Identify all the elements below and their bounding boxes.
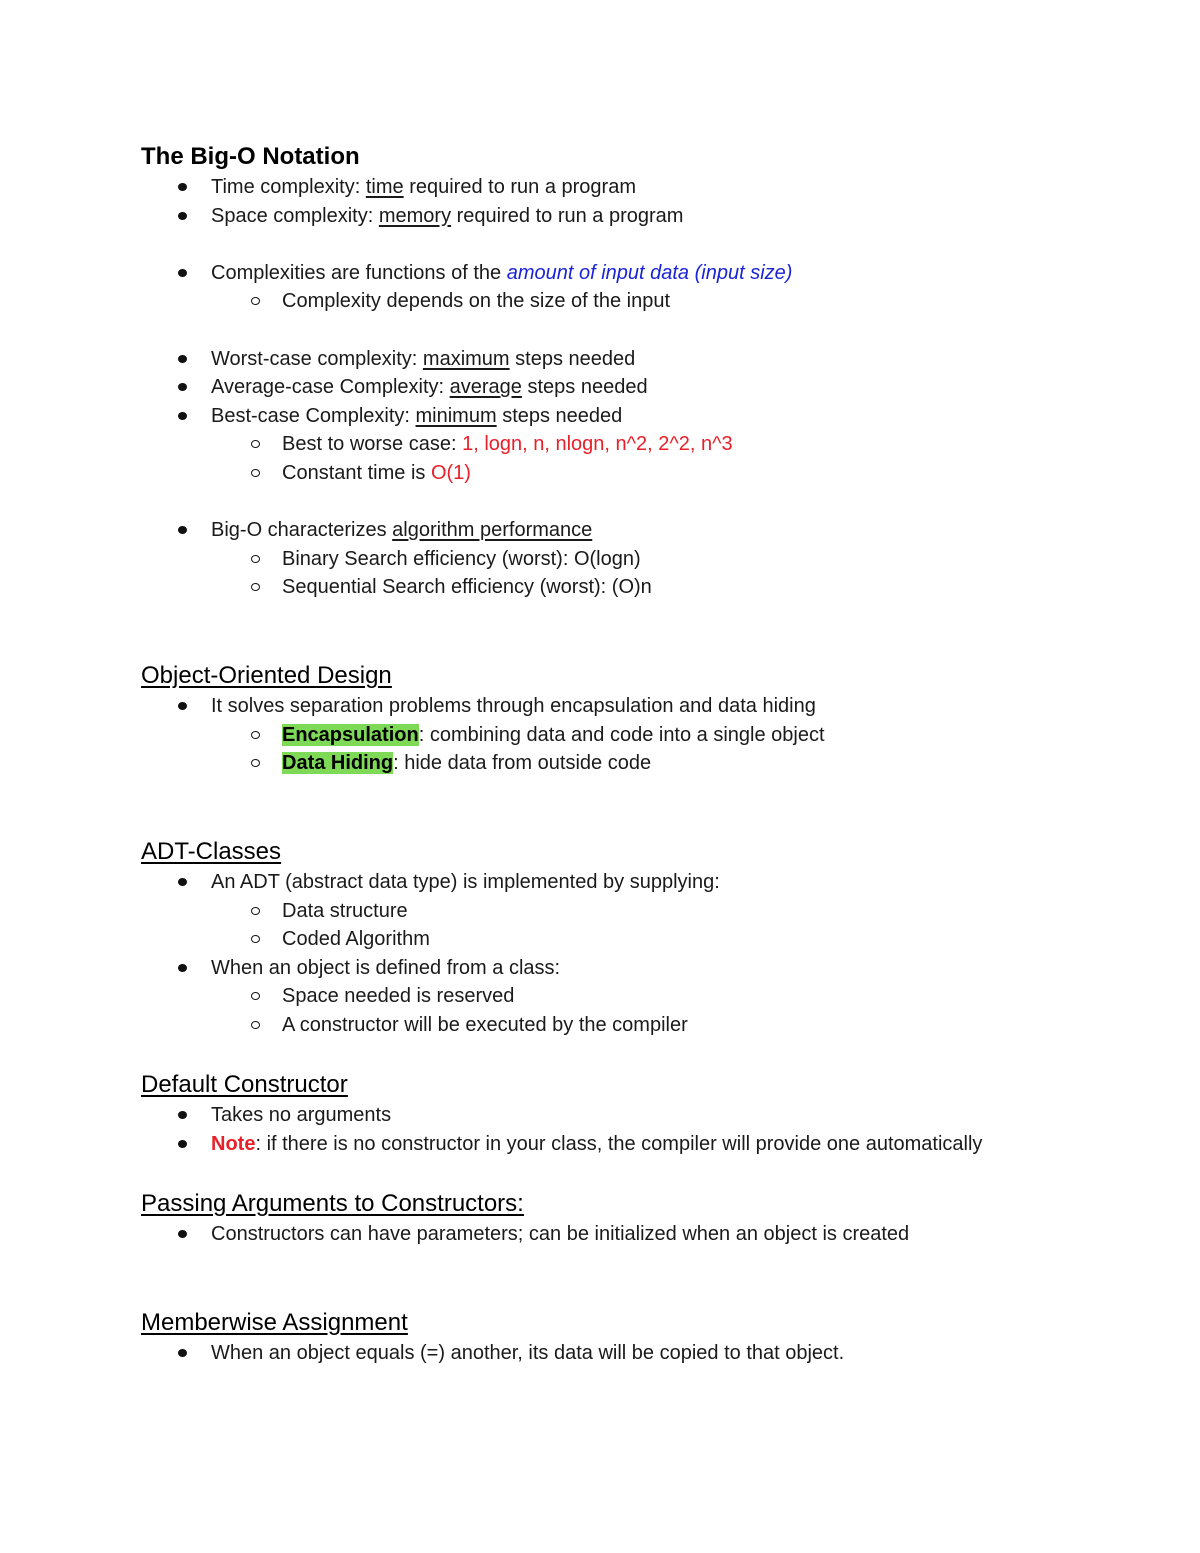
list-item: A constructor will be executed by the compiler [141, 1011, 1141, 1040]
list-item: Time complexity: time required to run a program [141, 173, 1141, 202]
list-item: Encapsulation: combining data and code into a single object [141, 721, 1141, 750]
section-adt-classes [141, 835, 1141, 1040]
circle-bullet-icon [251, 440, 260, 448]
passing-arguments-heading: Passing Arguments to Constructors: [141, 1190, 524, 1217]
list-item: Space needed is reserved [141, 982, 1141, 1011]
section-default-constructor [141, 1068, 1141, 1158]
bullet-icon [178, 878, 187, 886]
default-constructor-heading: Default Constructor [141, 1071, 348, 1098]
list-item: Coded Algorithm [141, 925, 1141, 954]
list-item: When an object is defined from a class: [141, 954, 1141, 983]
section-object-oriented-design [141, 659, 1141, 778]
bullet-icon [178, 1230, 187, 1238]
list-item: Space complexity: memory required to run a program [141, 202, 1141, 231]
list-item: Constant time is O(1) [141, 459, 1141, 488]
bullet-icon [178, 1140, 187, 1148]
bullet-icon [178, 412, 187, 420]
list-item: Big-O characterizes algorithm performance [141, 516, 1141, 545]
list-item: Binary Search efficiency (worst): O(logn) [141, 545, 1141, 574]
circle-bullet-icon [251, 759, 260, 767]
bullet-icon [178, 383, 187, 391]
circle-bullet-icon [251, 583, 260, 591]
list-item: Worst-case complexity: maximum steps needed [141, 345, 1141, 374]
circle-bullet-icon [251, 1021, 260, 1029]
adt-heading: ADT-Classes [141, 838, 282, 865]
list-item: It solves separation problems through encapsulation and data hiding [141, 692, 1141, 721]
circle-bullet-icon [251, 992, 260, 1000]
list-item: Average-case Complexity: average steps needed [141, 373, 1141, 402]
circle-bullet-icon [251, 731, 260, 739]
list-item: Data Hiding: hide data from outside code [141, 749, 1141, 778]
list-item: Best to worse case: 1, logn, n, nlogn, n^2, 2^2, n^3 [141, 430, 1141, 459]
bullet-icon [178, 526, 187, 534]
section-memberwise-assignment [141, 1306, 1141, 1368]
bullet-icon [178, 212, 187, 220]
list-item: Takes no arguments [141, 1101, 1141, 1130]
list-item: An ADT (abstract data type) is implemented by supplying: [141, 868, 1141, 897]
circle-bullet-icon [251, 469, 260, 477]
bullet-icon [178, 269, 187, 277]
section-passing-arguments [141, 1187, 1141, 1249]
bullet-icon [178, 355, 187, 363]
big-o-heading: The Big-O Notation [141, 143, 360, 170]
circle-bullet-icon [251, 935, 260, 943]
list-item: Constructors can have parameters; can be initialized when an object is created [141, 1220, 1141, 1249]
list-item: Best-case Complexity: minimum steps needed [141, 402, 1141, 431]
section-big-o [141, 140, 1141, 602]
bullet-icon [178, 1111, 187, 1119]
ood-heading: Object-Oriented Design [141, 662, 392, 689]
list-item: Sequential Search efficiency (worst): (O)n [141, 573, 1141, 602]
circle-bullet-icon [251, 297, 260, 305]
list-item: Complexities are functions of the amount of input data (input size) [141, 259, 1141, 288]
circle-bullet-icon [251, 907, 260, 915]
list-item: When an object equals (=) another, its data will be copied to that object. [141, 1339, 1141, 1368]
bullet-icon [178, 702, 187, 710]
bullet-icon [178, 1349, 187, 1357]
list-item: Data structure [141, 897, 1141, 926]
list-item: Complexity depends on the size of the input [141, 287, 1141, 316]
circle-bullet-icon [251, 555, 260, 563]
bullet-icon [178, 964, 187, 972]
list-item: Note: if there is no constructor in your class, the compiler will provide one automatically [141, 1130, 1141, 1159]
memberwise-assignment-heading: Memberwise Assignment [141, 1309, 408, 1336]
bullet-icon [178, 183, 187, 191]
